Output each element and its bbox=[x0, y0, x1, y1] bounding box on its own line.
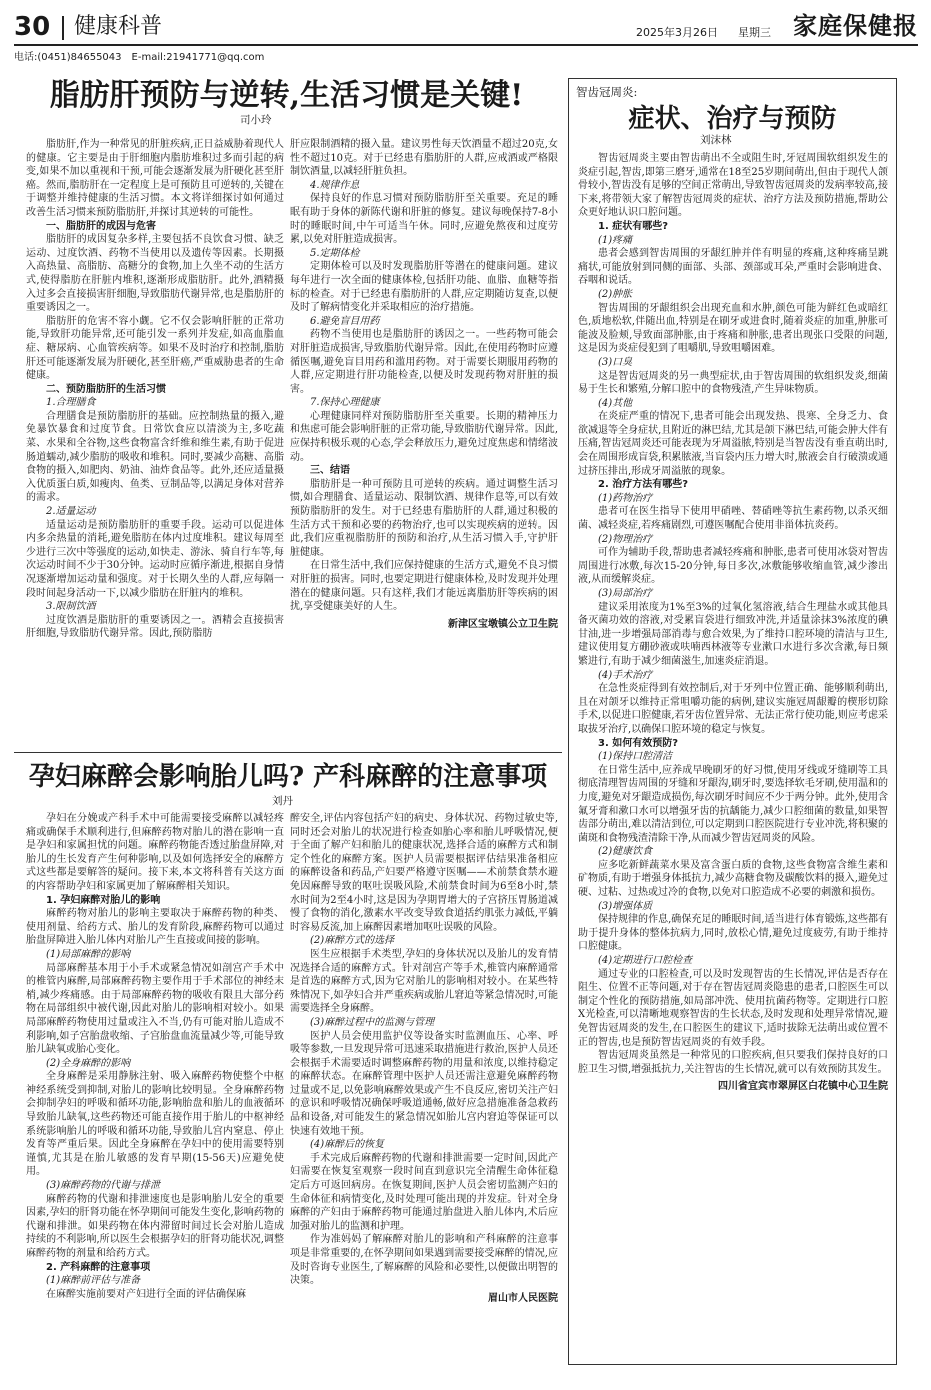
paragraph: 在急性炎症得到有效控制后,对于牙列中位置正确、能够顺利萌出,且在对颌牙以维持正常咀嚼功能的病例,建议实施冠周龈瓣的楔形切除手术,以促进口腔健康,若牙齿位置异常、无法正常行使功能,则应考虑采取拔牙治疗,以确保口腔环境的稳定与恢复。 bbox=[578, 683, 888, 735]
issue-date: 2025年3月26日 bbox=[636, 26, 718, 39]
article2-title: 孕妇麻醉会影响胎儿吗? 产科麻醉的注意事项 bbox=[28, 762, 548, 792]
subheading: 1.合理膳食 bbox=[46, 397, 96, 409]
subheading: 6.避免盲目用药 bbox=[310, 315, 380, 327]
subheading: (3)麻醉药物的代谢与排泄 bbox=[46, 1180, 161, 1192]
section-heading: 二、预防脂肪肝的生活习惯 bbox=[46, 383, 166, 395]
article-divider bbox=[14, 752, 562, 753]
paragraph: 这是智齿冠周炎的另一典型症状,由于智齿周围的软组织发炎,细菌易于生长和繁殖,分解口腔中的食物残渣,产生异味物质。 bbox=[578, 370, 888, 396]
paragraph: 定期体检可以及时发现脂肪肝等潜在的健康问题。建议每年进行一次全面的健康体检,包括肝功能、血脂、血糖等指标的检查。对于已经患有脂肪肝的人群,应定期随访复查,以便及时了解病情变化并采取相应的治疗措施。 bbox=[290, 261, 558, 314]
section-heading: 一、脂肪肝的成因与危害 bbox=[46, 220, 156, 232]
article1-author: 司小玲 bbox=[240, 114, 272, 126]
paragraph: 在炎症严重的情况下,患者可能会出现发热、畏寒、全身乏力、食欲减退等全身症状,且附近的淋巴结,尤其是颌下淋巴结,可能会肿大伴有压痛,智齿冠周炎还可能表现为牙周溢脓,特别是当智齿没有垂直萌出时,会在周围形成盲袋,积累脓液,当盲袋内压力增大时,脓液会自行破溃或通过挤压排出,形成牙周溢脓的现象。 bbox=[578, 411, 888, 477]
paragraph: 麻醉药物的代谢和排泄速度也是影响胎儿安全的重要因素,孕妇的肝肾功能在怀孕期间可能发生变化,影响药物的代谢和排泄。如果药物在体内滞留时间过长会对胎儿造成持续的不利影响,所以医生会根据孕妇的肝肾功能状况,调整麻醉药物的剂量和给药方式。 bbox=[26, 1193, 284, 1259]
paragraph: 适量运动是预防脂肪肝的重要手段。运动可以促进体内多余热量的消耗,避免脂肪在体内过度堆积。建议每周至少进行三次中等强度的运动,如快走、游泳、骑自行车等,每次运动时间不少于30分钟。运动时应循序渐进,根据自身情况逐渐增加运动量和强度。对于长期久坐的人群,应每隔一段时间起身活动一下,以减少脂肪在肝脏内的堆积。 bbox=[26, 519, 284, 599]
article3-title: 症状、治疗与预防 bbox=[628, 104, 837, 134]
paragraph: 脂肪肝是一种可预防且可逆转的疾病。通过调整生活习惯,如合理膳食、适量运动、限制饮酒、规律作息等,可以有效预防脂肪肝的发生。对于已经患有脂肪肝的人群,通过积极的生活方式干预和必要的药物治疗,也可以实现疾病的逆转。因此,我们应重视脂肪肝的预防和治疗,从生活习惯入手,守护肝脏健康。 bbox=[290, 478, 558, 558]
subheading: (2)健康饮食 bbox=[598, 846, 653, 858]
article3-kicker: 智齿冠周炎: bbox=[576, 85, 638, 99]
paragraph: 手术完成后麻醉药物的代谢和排泄需要一定时间,因此产妇需要在恢复室观察一段时间直到意识完全清醒生命体征稳定后方可返回病房。在恢复期间,医护人员会密切监测产妇的生命体征和病情变化,及时处理可能出现的并发症。针对全身麻醉的产妇由于麻醉药物可能通过胎盘进入胎儿体内,术后应加强对胎儿的监测和护理。 bbox=[290, 1152, 558, 1232]
paragraph: 医生应根据手术类型,孕妇的身体状况以及胎儿的发育情况选择合适的麻醉方式。针对剖宫产等手术,椎管内麻醉通常是首选的麻醉方式,因为它对胎儿的影响相对较小。在某些特殊情况下,如孕妇合并严重疾病或胎儿窘迫等紧急情况时,可能需要选择全身麻醉。 bbox=[290, 948, 558, 1015]
subheading: (4)其他 bbox=[598, 397, 633, 409]
subheading: 7.保持心理健康 bbox=[310, 397, 380, 409]
subheading: (1)麻醉前评估与准备 bbox=[46, 1275, 141, 1287]
paragraph: 患者可在医生指导下使用甲硝唑、替硝唑等抗生素药物,以杀灭细菌、减轻炎症,若疼痛剧烈,可遵医嘱配合使用非甾体抗炎药。 bbox=[578, 506, 888, 532]
paragraph: 过度饮酒是脂肪肝的重要诱因之一。酒精会直接损害肝细胞,导致脂肪代谢异常。因此,预防脂肪 bbox=[26, 614, 284, 640]
article2-author: 刘丹 bbox=[272, 795, 293, 807]
paragraph: 局部麻醉基本用于小手术或紧急情况如剖宫产手术中的椎管内麻醉,局部麻醉药物主要作用于手术部位的神经末梢,减少疼痛感。由于局部麻醉药物的吸收有限且大部分药物在局部组织中被代谢,因此对胎儿的影响相对较小。如果局部麻醉药物使用过量或注入不当,仍有可能对胎儿造成不利影响,如子宫胎盘收缩、子宫胎盘血流量减少等,可能导致胎儿缺氧或胎心变化。 bbox=[26, 962, 284, 1056]
subheading: 2.适量运动 bbox=[46, 506, 96, 518]
contact-phone: 电话:(0451)84655043 bbox=[14, 52, 122, 63]
paragraph: 合理膳食是预防脂肪肝的基础。应控制热量的摄入,避免暴饮暴食和过度节食。日常饮食应以清淡为主,多吃蔬菜、水果和全谷物,这些食物富含纤维和维生素,有助于促进肠道蠕动,减少脂肪的吸收和堆积。同时,要减少高糖、高脂食物的摄入,如肥肉、奶油、油炸食品等。此外,还应适量摄入优质蛋白质,如瘦肉、鱼类、豆制品等,以满足身体对营养的需求。 bbox=[26, 410, 284, 504]
paragraph: 通过专业的口腔检查,可以及时发现智齿的生长情况,评估是否存在阻生、位置不正等问题,对于存在智齿冠周炎隐患的患者,口腔医生可以制定个性化的预防措施,如局部冲洗、使用抗菌药物等。定期进行口腔X光检查,可以清晰地观察智齿的生长状态,及时发现和处理异常情况,避免智齿冠周炎的发生,在口腔医生的建议下,适时拔除无法萌出或位置不正的智齿,也是预防智齿冠周炎的有效手段。 bbox=[578, 968, 888, 1048]
subheading: (2)全身麻醉的影响 bbox=[46, 1057, 131, 1069]
subheading: (4)定期进行口腔检查 bbox=[598, 955, 693, 967]
paragraph: 智齿冠周炎主要由智齿萌出不全或阻生时,牙冠周围软组织发生的炎症引起,智齿,即第三磨牙,通常在18至25岁期间萌出,但由于现代人颌骨较小,智齿没有足够的空间正常萌出,导致智齿冠周炎的发病率较高,接下来,将带领大家了解智齿冠周炎的症状、治疗方法及预防措施,帮助公众更好地认识口腔问题。 bbox=[578, 153, 888, 219]
subheading: (1)局部麻醉的影响 bbox=[46, 948, 131, 960]
affiliation: 新津区宝墩镇公立卫生院 bbox=[448, 618, 558, 630]
paragraph: 建议采用浓度为1%至3%的过氧化氢溶液,结合生理盐水或其他具备灭菌功效的溶液,对受累盲袋进行细致冲洗,并适量涂抹3%浓度的碘甘油,进一步增强局部消毒与愈合效果,为了维持口腔环境的清洁与卫生,建议使用复方硼砂液或呋喃西林液等专业漱口水进行多次含漱,每日频繁进行,有助于减少细菌滋生,加速炎症消退。 bbox=[578, 601, 888, 667]
affiliation: 眉山市人民医院 bbox=[488, 1292, 558, 1304]
subheading: 3.限制饮酒 bbox=[46, 601, 96, 613]
subheading: (1)疼痛 bbox=[598, 234, 633, 246]
subheading: (4)麻醉后的恢复 bbox=[310, 1139, 385, 1151]
subheading: (2)麻醉方式的选择 bbox=[310, 935, 395, 947]
article1-column-1 bbox=[26, 138, 284, 748]
paragraph: 脂肪肝的成因复杂多样,主要包括不良饮食习惯、缺乏运动、过度饮酒、药物不当使用以及遗传等因素。长期摄入高热量、高脂肪、高糖分的食物,加上久坐不动的生活方式,使得脂肪在肝脏内堆积,逐渐形成脂肪肝。此外,酒精摄入过多会直接损害肝细胞,导致脂肪代谢异常,也是脂肪肝的重要诱因之一。 bbox=[26, 234, 284, 314]
subheading: (1)药物治疗 bbox=[598, 492, 653, 504]
subheading: (2)肿胀 bbox=[598, 288, 633, 300]
paragraph: 在日常生活中,我们应保持健康的生活方式,避免不良习惯对肝脏的损害。同时,也要定期进行健康体检,及时发现并处理潜在的健康问题。只有这样,我们才能远离脂肪肝等疾病的困扰,享受健康美好的人生。 bbox=[290, 560, 558, 613]
paragraph: 脂肪肝的危害不容小觑。它不仅会影响肝脏的正常功能,导致肝功能异常,还可能引发一系列并发症,如高血脂血症、糖尿病、心血管疾病等。如果不及时治疗和控制,脂肪肝还可能逐渐发展为肝硬化,甚至肝癌,严重威胁患者的生命健康。 bbox=[26, 315, 284, 382]
subheading: (3)局部治疗 bbox=[598, 588, 653, 599]
article1-column-2 bbox=[290, 138, 558, 750]
paragraph: 心理健康同样对预防脂肪肝至关重要。长期的精神压力和焦虑可能会影响肝脏的正常功能,导致脂肪代谢异常。因此,应保持积极乐观的心态,学会释放压力,避免过度焦虑和情绪波动。 bbox=[290, 410, 558, 463]
section-heading: 2. 治疗方法有哪些? bbox=[598, 479, 689, 491]
paragraph: 可作为辅助手段,帮助患者减轻疼痛和肿胀,患者可使用冰袋对智齿周围进行冰敷,每次15-20分钟,每日多次,冰敷能够收缩血管,减少渗出液,从而缓解炎症。 bbox=[578, 547, 888, 586]
article2-column-2 bbox=[290, 812, 558, 1374]
section-heading: 1. 症状有哪些? bbox=[598, 220, 669, 232]
contact-email: E-mail:21941771@qq.com bbox=[131, 52, 265, 63]
paragraph: 智齿冠周炎虽然是一种常见的口腔疾病,但只要我们保持良好的口腔卫生习惯,增强抵抗力,关注智齿的生长情况,就可以有效预防其发生。 bbox=[578, 1050, 888, 1075]
paragraph: 肝应限制酒精的摄入量。建议男性每天饮酒量不超过20克,女性不超过10克。对于已经患有脂肪肝的人群,应戒酒或严格限制饮酒量,以减轻肝脏负担。 bbox=[290, 139, 558, 178]
subheading: (1)保持口腔清洁 bbox=[598, 751, 673, 763]
paragraph: 应多吃新鲜蔬菜水果及富含蛋白质的食物,这些食物富含维生素和矿物质,有助于增强身体抵抗力,减少高糖食物及碳酸饮料的摄入,避免过硬、过粘、过热或过冷的食物,以免对口腔造成不必要的刺激和损伤。 bbox=[578, 859, 888, 899]
paragraph: 在日常生活中,应养成早晚刷牙的好习惯,使用牙线或牙缝刷等工具彻底清理智齿周围的牙缝和牙龈沟,刷牙时,要选择软毛牙刷,使用温和的力度,避免对牙龈造成损伤,每次刷牙时间应不少于两分钟。此外,使用含氟牙膏和漱口水可以增强牙齿的抗龋能力,减少口腔细菌的数量,如果智齿部分萌出,难以清洁到位,可以定期到口腔医院进行专业冲洗,将积聚的菌斑和食物残渣清除干净,从而减少智齿冠周炎的风险。 bbox=[578, 764, 888, 844]
paragraph: 脂肪肝,作为一种常见的肝脏疾病,正日益威胁着现代人的健康。它主要是由于肝细胞内脂肪堆积过多而引起的病变,如果不加以重视和干预,可能会逐渐发展为肝硬化甚至肝癌。然而,脂肪肝在一定程度上是可预防且可逆转的,关键在于调整并维持健康的生活习惯。本文将详细探讨如何通过改善生活习惯来预防脂肪肝,并探讨其逆转的可能性。 bbox=[26, 139, 284, 218]
article1-title: 脂肪肝预防与逆转,生活习惯是关键! bbox=[49, 78, 524, 113]
paragraph: 保持规律的作息,确保充足的睡眠时间,适当进行体育锻炼,这些都有助于提升身体的整体抗病力,同时,放松心情,避免过度疲劳,有助于维持口腔健康。 bbox=[578, 914, 888, 953]
affiliation: 四川省宜宾市翠屏区白花镇中心卫生院 bbox=[718, 1081, 888, 1093]
article3-author: 刘沫林 bbox=[700, 134, 732, 146]
contact-line bbox=[14, 48, 274, 63]
paragraph: 全身麻醉是采用静脉注射、吸入麻醉药物使整个中枢神经系统受到抑制,对胎儿的影响比较明显。全身麻醉药物会抑制孕妇的呼吸和循环功能,影响胎盘和胎儿的血液循环导致胎儿缺氧,这些药物还可能直接作用于胎儿的中枢神经系统影响胎儿的呼吸和循环功能,导致胎儿宫内窒息、停止发育等严重后果。因此全身麻醉在孕妇中的使用需要特别谨慎,尤其是在胎儿敏感的发育早期(15-56天)应避免使用。 bbox=[26, 1071, 284, 1178]
article2-column-1 bbox=[26, 812, 284, 1372]
section-heading: 三、结语 bbox=[310, 465, 350, 477]
masthead-divider bbox=[62, 16, 64, 40]
paper-name: 家庭保健报 bbox=[793, 11, 918, 40]
paragraph: 保持良好的作息习惯对预防脂肪肝至关重要。充足的睡眠有助于身体的新陈代谢和肝脏的修复。建议每晚保持7-8小时的睡眠时间,中午可适当午休。同时,应避免熬夜和过度劳累,以免对肝脏造成损害。 bbox=[290, 193, 558, 246]
paragraph: 药物不当使用也是脂肪肝的诱因之一。一些药物可能会对肝脏造成损害,导致脂肪代谢异常。因此,在使用药物时应遵循医嘱,避免盲目用药和滥用药物。对于需要长期服用药物的人群,应定期进行肝功能检查,以便及时发现药物对肝脏的损害。 bbox=[290, 329, 558, 395]
section-heading: 3. 如何有效预防? bbox=[598, 737, 679, 749]
masthead bbox=[14, 12, 918, 46]
section-title: 健康科普 bbox=[74, 14, 163, 39]
subheading: (2)物理治疗 bbox=[598, 533, 653, 545]
subheading: 4.规律作息 bbox=[310, 179, 360, 191]
paragraph: 患者会感到智齿周围的牙龈红肿并伴有明显的疼痛,这种疼痛呈跳痛状,可能放射到同侧的面部、头部、颈部或耳朵,严重时会影响进食、吞咽和说话。 bbox=[578, 248, 888, 287]
issue-weekday: 星期三 bbox=[738, 26, 771, 39]
section-heading: 2. 产科麻醉的注意事项 bbox=[46, 1261, 151, 1273]
article3-column bbox=[578, 152, 888, 1360]
paragraph: 医护人员会使用监护仪等设备实时监测血压、心率、呼吸等参数,一旦发现异常可迅速采取措施进行救治,医护人员还会根据手术需要适时调整麻醉药物的用量和浓度,以维持稳定的麻醉状态。在麻醉管理中医护人员还需注意避免麻醉药物过量或不足,以免影响麻醉效果或产生不良反应,密切关注产妇的意识和呼吸情况确保呼吸道通畅,做好应急措施准备急救药品和设备,对可能发生的紧急情况如胎儿宫内窘迫等保证可以快速有效地干预。 bbox=[290, 1030, 558, 1137]
subheading: 5.定期体检 bbox=[310, 247, 360, 259]
paragraph: 醉安全,评估内容包括产妇的病史、身体状况、药物过敏史等,同时还会对胎儿的状况进行检查如胎心率和胎儿呼吸情况,便于全面了解产妇和胎儿的健康状况,选择合适的麻醉方式和制定个性化的麻醉方案。医护人员需要根据评估结果准备相应的麻醉设备和药品,产妇要严格遵守医嘱——术前禁食禁水避免因麻醉导致的呕吐误吸风险,术前禁食时间为6至8小时,禁水时间为2至4小时,这是因为孕期胃增大的子宫挤压胃肠道减慢了食物的消化,激素水平改变导致食道括约肌张力减低,平躺时容易反流,加上麻醉因素增加呕吐误吸的风险。 bbox=[290, 813, 558, 933]
section-heading: 1. 孕妇麻醉对胎儿的影响 bbox=[46, 894, 161, 906]
subheading: (3)麻醉过程中的监测与管理 bbox=[310, 1016, 435, 1028]
subheading: (3)口臭 bbox=[598, 356, 633, 368]
paragraph: 孕妇在分娩或产科手术中可能需要接受麻醉以减轻疼痛或确保手术顺利进行,但麻醉药物对胎儿的潜在影响一直是孕妇和家属担忧的问题。麻醉药物能否透过胎盘屏障,对胎儿的生长发育产生何种影响,以及如何选择安全的麻醉方式这些都是要解答的疑问。接下来,本文将科普有关这方面的内容帮助孕妇和家属更加了解麻醉相关知识。 bbox=[26, 813, 284, 892]
paragraph: 智齿周围的牙龈组织会出现充血和水肿,颜色可能为鲜红色或暗红色,质地松软,伴随出血,特别是在刷牙或进食时,随着炎症的加重,肿胀可能波及脸颊,导致面部肿胀,由于疼痛和肿胀,患者出现张口受限的问题,这是因为炎症侵犯到了咀嚼肌,导致咀嚼困难。 bbox=[578, 302, 888, 355]
page-number: 30 bbox=[14, 12, 51, 42]
paragraph: 作为准妈妈了解麻醉对胎儿的影响和产科麻醉的注意事项是非常重要的,在怀孕期间如果遇到需要接受麻醉的情况,应及时咨询专业医生,了解麻醉的风险和必要性,以便做出明智的决策。 bbox=[290, 1234, 558, 1287]
paragraph: 麻醉药物对胎儿的影响主要取决于麻醉药物的种类、使用剂量、给药方式、胎儿的发育阶段,麻醉药物可以通过胎盘屏障进入胎儿体内对胎儿产生直接或间接的影响。 bbox=[26, 908, 284, 947]
paragraph: 在麻醉实施前要对产妇进行全面的评估确保麻 bbox=[46, 1288, 246, 1300]
subheading: (3)增强体质 bbox=[598, 900, 653, 912]
subheading: (4)手术治疗 bbox=[598, 669, 653, 681]
